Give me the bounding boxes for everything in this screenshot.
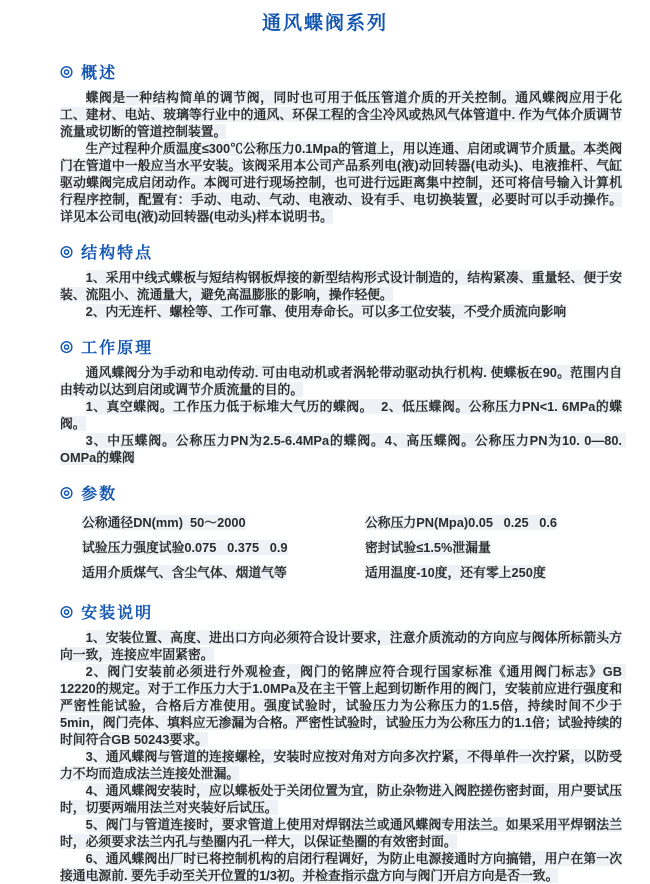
section-working-principle [60, 335, 626, 466]
section-header [60, 60, 622, 83]
list-item: 1、安装位置、高度、进出口方向必须符合设计要求，注意介质流动的方向应与阀体所标箭头方向一致，连接应牢固紧密。 [60, 630, 622, 662]
section-structure-features [60, 240, 622, 320]
param-seal-test: 密封试验≤1.5%泄漏量 [365, 540, 491, 555]
section-title-principle: 工作原理 [81, 340, 154, 357]
section-title-parameters: 参数 [81, 486, 118, 503]
double-circle-bullet-icon: ◎ [60, 243, 74, 260]
section-title-overview: 概述 [81, 65, 118, 82]
parameters-left-column [82, 510, 339, 585]
list-item: 2、内无连杆、螺栓等、工作可靠、使用寿命长。可以多工位安装，不受介质流向影响 [85, 304, 567, 319]
parameters-table [82, 510, 622, 585]
paragraph: 生产过程种介质温度≤300℃公称压力0.1Mpa的管道上，用以连通、启闭或调节介质量。本类阀门在管道中一般应当水平安装。该阀采用本公司产品系列电(液)动回转器(电动头)、电液推杆、气缸驱动蝶阀完成启闭动作。本阀可进行现场控制，也可进行远距离集中控制，还可将信号输入计算机行程序控制，配置有：手动、电动、气动、电液动、设有手、电切换装置，必要时可以手动操作。详见本公司电(液)动回转器(电动头)样本说明书。 [60, 141, 622, 224]
section-header [60, 600, 622, 623]
paragraph: 蝶阀是一种结构简单的调节阀，同时也可用于低压管道介质的开关控制。通风蝶阀应用于化工、建材、电站、玻璃等行业中的通风、环保工程的含尘冷风或热风气体管道中. 作为气体介质调节流量或切断的管道控制装置。 [60, 90, 622, 139]
section-installation-instructions [60, 600, 626, 884]
section-overview [60, 60, 622, 225]
double-circle-bullet-icon: ◎ [60, 603, 74, 620]
list-item: 6、通风蝶阀出厂时已将控制机构的启闭行程调好，为防止电源接通时方向搞错，用户在第一次接通电源前. 要先手动至关开位置的1/3初。并检查指示盘方向与阀门开启方向是否一致。 [60, 851, 622, 883]
list-item: 4、通风蝶阀安装时，应以蝶板处于关闭位置为宜，防止杂物进入阀腔搓伤密封面，用户要试压时，切要两端用法兰对夹装好后试压。 [60, 783, 622, 815]
section-title-installation: 安装说明 [81, 605, 154, 622]
double-circle-bullet-icon: ◎ [60, 484, 74, 501]
list-item: 3、通风蝶阀与管道的连接螺栓，安装时应按对角对方向多次拧紧，不得单件一次拧紧，以防受力不均而造成法兰连接处泄漏。 [60, 749, 622, 781]
param-applicable-media: 适用介质煤气、含尘气体、烟道气等 [82, 565, 287, 580]
section-header [60, 481, 622, 504]
list-item: 1、真空蝶阀。工作压力低于标堆大气历的蝶阀。 2、低压蝶阀。公称压力PN<1. 6MPa的蝶阀。 [60, 399, 622, 431]
list-item: 2、阀门安装前必须进行外观检查，阀门的铭牌应符合现行国家标准《通用阀门标志》GB 12220的规定。对于工作压力大于1.0MPa及在主干管上起到切断作用的阀门，安装前应进行强度和严密性能试验，合格后方准使用。强度试验时，试验压力为公称压力的1.5倍，持续时间不少于5min，阀门壳体、填料应无渗漏为合格。严密性试验时，试验压力为公称压力的1.1倍；试验持续的时间符合GB 50243要求。 [60, 664, 626, 747]
page-title: 通风蝶阀系列 [261, 13, 388, 34]
section-parameters [60, 481, 622, 585]
list-item: 1、采用中线式蝶板与短结构钢板焊接的新型结构形式设计制造的，结构紧凑、重量轻、便于安装、流阻小、流通量大，避免高温膨胀的影响，操作轻便。 [60, 270, 622, 302]
section-title-structure: 结构特点 [81, 245, 154, 262]
param-test-pressure: 试验压力强度试验0.075 0.375 0.9 [82, 540, 288, 555]
param-temperature-range: 适用温度-10度，还有零上250度 [365, 565, 546, 580]
list-item: 3、中压蝶阀。公称压力PN为2.5-6.4MPa的蝶阀。4、高压蝶阀。公称压力PN为10. 0—80. OMPa的蝶阀 [60, 433, 626, 465]
param-nominal-diameter: 公称通径DN(mm) 50～2000 [82, 515, 246, 530]
parameters-right-column [365, 510, 622, 585]
param-nominal-pressure: 公称压力PN(Mpa)0.05 0.25 0.6 [365, 515, 558, 530]
section-header [60, 240, 622, 263]
paragraph: 通风蝶阀分为手动和电动传动. 可由电动机或者涡轮带动驱动执行机构. 使蝶板在90。范围内自由转动以达到启闭或调节介质流量的目的。 [60, 365, 622, 397]
document-body [0, 60, 650, 884]
double-circle-bullet-icon: ◎ [60, 63, 74, 80]
list-item: 5、阀门与管道连接时，要求管道上使用对焊钢法兰或通风蝶阀专用法兰。如果采用平焊钢法兰时，必须要求法兰内孔与垫圈内孔一样大，以保证垫圈的有效密封面。 [60, 817, 622, 849]
section-header [60, 335, 622, 358]
double-circle-bullet-icon: ◎ [60, 338, 74, 355]
